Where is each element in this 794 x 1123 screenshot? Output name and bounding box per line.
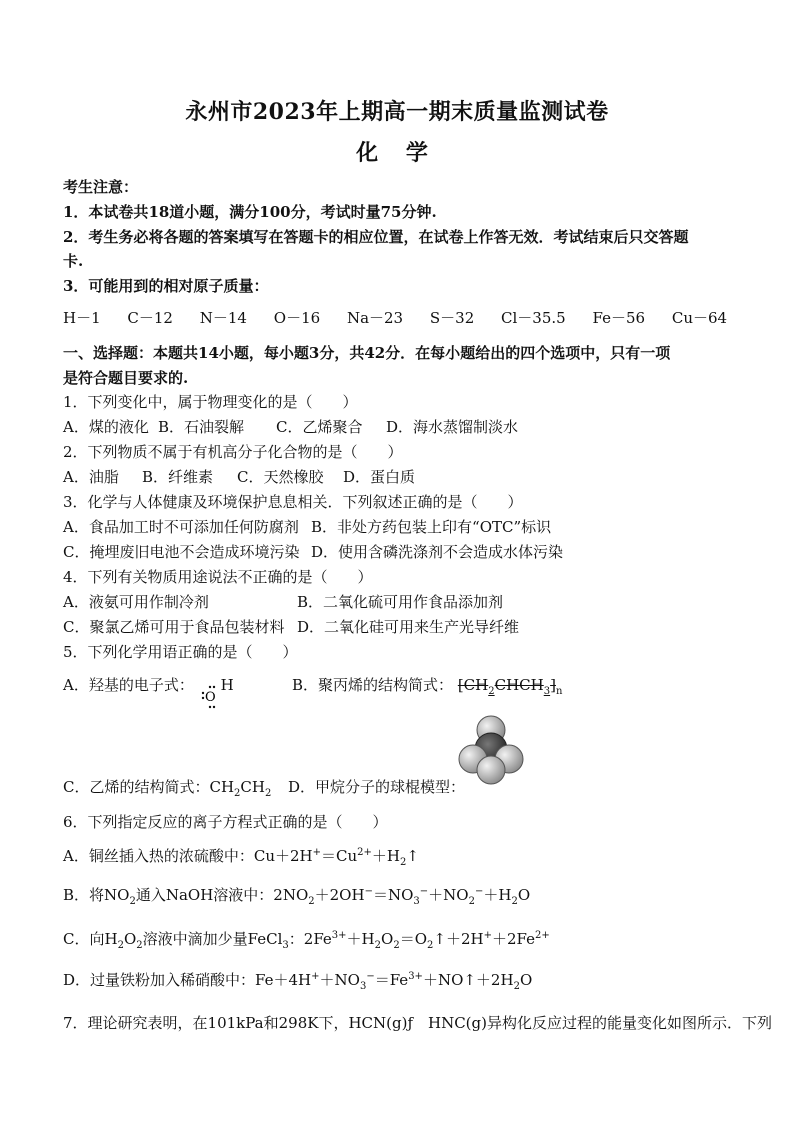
q3-option-b: B．非处方药包装上印有“OTC”标识 bbox=[311, 518, 552, 536]
methane-ball-model bbox=[456, 713, 526, 785]
q5-stem: 5．下列化学用语正确的是（ ） bbox=[63, 643, 298, 661]
q6-option-b: B．将$NO_2$通入NaOH溶液中：$2NO_2+2OH^-=NO_3^-+NO_2^-+H_2O$ bbox=[63, 886, 531, 907]
q1-option-d: D．海水蒸馏制淡水 bbox=[386, 418, 519, 436]
section-1-heading: 一、选择题：本题共14小题，每小题3分，共42分．在每小题给出的四个选项中，只有一项 bbox=[63, 344, 671, 362]
exam-title: 永州市2023年上期高一期末质量监测试卷 bbox=[185, 99, 609, 125]
section-1-heading-cont: 是符合题目要求的. bbox=[63, 369, 189, 387]
mass-s: S－32 bbox=[429, 309, 475, 327]
q4-option-c: C．聚氯乙烯可用于食品包装材料 bbox=[63, 618, 285, 636]
notice-item-2-cont: 卡. bbox=[63, 252, 84, 270]
mass-cl: Cl－35.5 bbox=[501, 309, 566, 327]
mass-c: C－12 bbox=[127, 309, 173, 327]
q3-option-d: D．使用含磷洗涤剂不会造成水体污染 bbox=[311, 543, 564, 561]
q2-option-c: C．天然橡胶 bbox=[237, 468, 324, 486]
q5-option-a-label: A．羟基的电子式： bbox=[63, 676, 194, 694]
q2-option-b: B．纤维素 bbox=[142, 468, 214, 486]
exam-subject: 化 学 bbox=[356, 140, 438, 166]
q6-option-c: C．向$H_2O_2$溶液中滴加少量FeCl$_3$：$2Fe^{3+}+H_2O_2=O_2↑+2H^++2Fe^{2+}$ bbox=[63, 930, 550, 951]
notice-item-3: 3．可能用到的相对原子质量： bbox=[63, 277, 269, 295]
q2-option-d: D．蛋白质 bbox=[343, 468, 416, 486]
q5-option-b-label: B．聚丙烯的结构简式： bbox=[292, 676, 454, 694]
mass-h: H－1 bbox=[63, 309, 101, 327]
q3-option-a: A．食品加工时不可添加任何防腐剂 bbox=[63, 518, 299, 536]
q3-stem: 3．化学与人体健康及环境保护息息相关．下列叙述正确的是（ ） bbox=[63, 493, 523, 511]
q6-stem: 6．下列指定反应的离子方程式正确的是（ ） bbox=[63, 813, 388, 831]
q7-stem: 7．理论研究表明，在101kPa和298K下，HCN(g)ƒ HNC(g)异构化反应过程的能量变化如图所示．下列 bbox=[63, 1014, 772, 1032]
mass-o: O－16 bbox=[273, 309, 321, 327]
mass-na: Na－23 bbox=[346, 309, 404, 327]
q6-option-a: A．铜丝插入热的浓硫酸中：$Cu+2H^+=Cu^{2+}+H_2↑$ bbox=[63, 847, 419, 868]
q6-option-d-label: D．过量铁粉加入稀硝酸中： bbox=[63, 971, 256, 989]
q6-option-b-label: B．将 bbox=[63, 886, 105, 904]
q4-option-b: B．二氧化硫可用作食品添加剂 bbox=[297, 593, 504, 611]
q5-option-c-label: C．乙烯的结构简式： bbox=[63, 778, 210, 796]
q4-option-a: A．液氨可用作制冷剂 bbox=[63, 593, 209, 611]
q1-stem: 1．下列变化中，属于物理变化的是（ ） bbox=[63, 393, 358, 411]
q5-option-c: C．乙烯的结构简式：$CH_2CH_2$ bbox=[63, 778, 272, 799]
mass-fe: Fe－56 bbox=[592, 309, 646, 327]
q4-option-d: D．二氧化硅可用来生产光导纤维 bbox=[297, 618, 520, 636]
q1-option-b: B．石油裂解 bbox=[158, 418, 245, 436]
q1-option-a: A．煤的液化 bbox=[63, 418, 149, 436]
q6-option-b-mid: 通入NaOH溶液中： bbox=[135, 886, 274, 904]
notice-item-1: 1．本试卷共18道小题，满分100分，考试时量75分钟. bbox=[63, 203, 437, 221]
mass-cu: Cu－64 bbox=[671, 309, 728, 327]
q5-option-d: D．甲烷分子的球棍模型： bbox=[288, 778, 466, 796]
q6-option-c-label: C．向 bbox=[63, 930, 105, 948]
mass-n: N－14 bbox=[199, 309, 247, 327]
q5-option-a: A．羟基的电子式： O H bbox=[63, 674, 234, 695]
q6-option-c-mid: 溶液中滴加少量 bbox=[142, 930, 248, 948]
q1-option-c: C．乙烯聚合 bbox=[276, 418, 363, 436]
q2-stem: 2．下列物质不属于有机高分子化合物的是（ ） bbox=[63, 443, 403, 461]
q3-option-c: C．掩埋废旧电池不会造成环境污染 bbox=[63, 543, 300, 561]
q6-option-d: D．过量铁粉加入稀硝酸中：$Fe+4H^++NO_3^-=Fe^{3+}+NO↑+2H_2O$ bbox=[63, 971, 533, 992]
q6-option-a-label: A．铜丝插入热的浓硫酸中： bbox=[63, 847, 254, 865]
svg-text:O: O bbox=[204, 690, 216, 705]
q4-stem: 4．下列有关物质用途说法不正确的是（ ） bbox=[63, 568, 373, 586]
q5-option-b: B．聚丙烯的结构简式： $[CH_2CHCH_3]_n$ bbox=[292, 676, 563, 697]
q2-option-a: A．油脂 bbox=[63, 468, 119, 486]
notice-heading: 考生注意： bbox=[63, 178, 139, 196]
notice-item-2: 2．考生务必将各题的答案填写在答题卡的相应位置，在试卷上作答无效．考试结束后只交答题 bbox=[63, 228, 689, 246]
atomic-masses bbox=[63, 307, 749, 328]
